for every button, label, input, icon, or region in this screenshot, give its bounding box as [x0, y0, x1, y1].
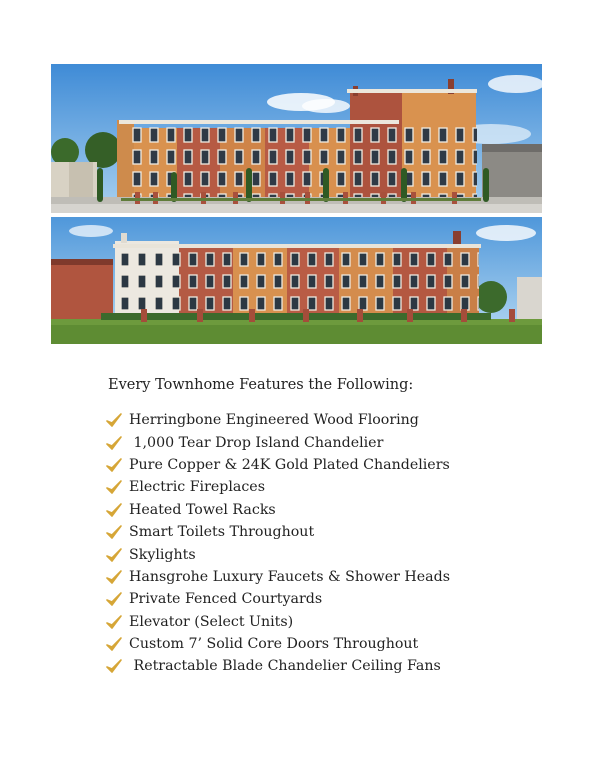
- feature-item: [105, 409, 450, 431]
- checkmark-icon: [105, 591, 123, 607]
- feature-label: Custom 7’ Solid Core Doors Throughout: [129, 636, 419, 653]
- checkmark-icon: [105, 479, 123, 495]
- feature-item: [105, 588, 450, 610]
- feature-item: [105, 611, 450, 633]
- feature-label: Smart Toilets Throughout: [129, 524, 315, 541]
- feature-label: 1,000 Tear Drop Island Chandelier: [129, 434, 384, 451]
- feature-item: [105, 543, 450, 565]
- feature-item: [105, 431, 450, 453]
- feature-item: [105, 521, 450, 543]
- checkmark-icon: [105, 636, 123, 652]
- feature-item: [105, 499, 450, 521]
- checkmark-icon: [105, 435, 123, 451]
- feature-label: Hansgrohe Luxury Faucets & Shower Heads: [129, 568, 450, 585]
- checkmark-icon: [105, 614, 123, 630]
- townhome-rendering-front: [51, 64, 542, 213]
- feature-item: [105, 633, 450, 655]
- feature-item: [105, 655, 450, 677]
- checkmark-icon: [105, 547, 123, 563]
- feature-label: Pure Copper & 24K Gold Plated Chandeliers: [129, 456, 450, 473]
- feature-label: Skylights: [129, 546, 196, 563]
- features-list: [105, 409, 450, 678]
- checkmark-icon: [105, 524, 123, 540]
- features-heading: Every Townhome Features the Following:: [108, 377, 414, 393]
- checkmark-icon: [105, 658, 123, 674]
- feature-label: Elevator (Select Units): [129, 613, 294, 630]
- feature-label: Retractable Blade Chandelier Ceiling Fans: [129, 658, 441, 675]
- feature-label: Herringbone Engineered Wood Flooring: [129, 412, 419, 429]
- feature-label: Private Fenced Courtyards: [129, 591, 323, 608]
- checkmark-icon: [105, 502, 123, 518]
- checkmark-icon: [105, 569, 123, 585]
- feature-item: [105, 476, 450, 498]
- feature-item: [105, 566, 450, 588]
- feature-label: Electric Fireplaces: [129, 479, 265, 496]
- feature-label: Heated Towel Racks: [129, 501, 276, 518]
- townhome-rendering-side: [51, 217, 542, 344]
- checkmark-icon: [105, 412, 123, 428]
- feature-item: [105, 454, 450, 476]
- checkmark-icon: [105, 457, 123, 473]
